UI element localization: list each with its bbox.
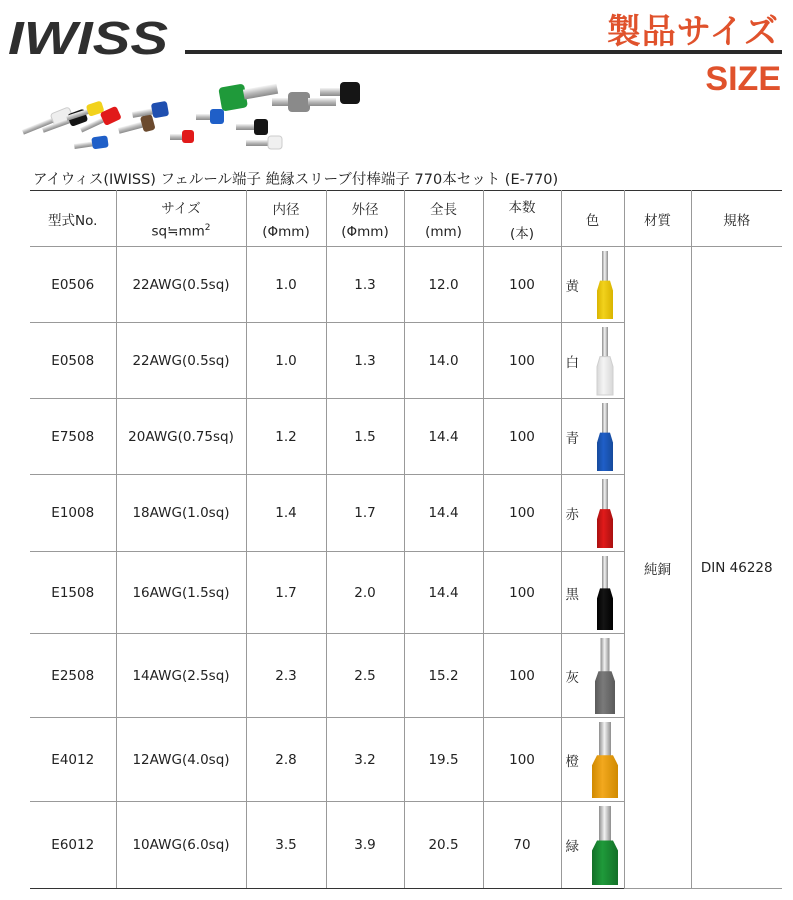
ferrule-icon [588,720,622,800]
cell-color [561,323,624,399]
header-outer-diameter: 外径 (Φmm) [326,191,404,247]
cell-quantity: 100 [483,323,561,399]
cell-size: 16AWG(1.5sq) [116,552,246,634]
cell-color [561,247,624,323]
cell-inner-diameter: 1.7 [246,552,326,634]
ferrule-pin [600,638,609,673]
ferrule-brown [117,114,156,139]
product-title: アイウィス(IWISS) フェルール端子 絶縁スリーブ付棒端子 770本セット (E-770) [33,172,559,188]
ferrule-pin [602,327,608,359]
cell-model: E6012 [30,802,116,889]
cell-size: 20AWG(0.75sq) [116,399,246,475]
cell-outer-diameter: 1.5 [326,399,404,475]
color-label: 青 [565,430,579,447]
ferrule-pin [599,722,611,757]
cell-length: 14.4 [404,552,483,634]
ferrule-blue-3 [196,109,224,124]
cell-color [561,552,624,634]
product-photo [20,78,365,160]
ferrule-pin [602,251,608,283]
cell-outer-diameter: 3.2 [326,718,404,802]
ferrule-icon [588,804,622,887]
cell-inner-diameter: 1.4 [246,475,326,552]
cell-length: 19.5 [404,718,483,802]
cell-inner-diameter: 1.2 [246,399,326,475]
cell-outer-diameter: 1.3 [326,247,404,323]
cell-size: 12AWG(4.0sq) [116,718,246,802]
header-standard: 規格 [691,191,782,247]
cell-model: E7508 [30,399,116,475]
page-title-en: SIZE [705,60,781,98]
header-quantity: 本数 (本) [483,191,561,247]
page-title-jp: 製品サイズ [606,12,779,52]
cell-outer-diameter: 1.3 [326,323,404,399]
ferrule-white-2 [246,136,282,149]
ferrule-red-2 [170,130,194,143]
cell-color [561,634,624,718]
header-size: サイズ $sq≒mm^2$ [116,191,246,247]
color-label: 緑 [565,839,579,855]
ferrule-icon [588,401,622,473]
ferrule-icon [588,554,622,632]
cell-quantity: 100 [483,634,561,718]
table-body [30,247,782,889]
ferrule-sleeve [592,755,618,798]
color-label: 黄 [565,278,579,295]
cell-model: E0508 [30,323,116,399]
cell-quantity: 100 [483,552,561,634]
cell-outer-diameter: 2.0 [326,552,404,634]
ferrule-sleeve [597,357,613,395]
ferrule-icon [588,636,622,716]
cell-size: 22AWG(0.5sq) [116,323,246,399]
color-label: 橙 [565,753,579,770]
ferrule-sleeve [597,281,613,319]
cell-outer-diameter: 3.9 [326,802,404,889]
ferrule-icon [588,249,622,321]
ferrule-sleeve [597,588,613,630]
cell-size: 14AWG(2.5sq) [116,634,246,718]
cell-inner-diameter: 2.8 [246,718,326,802]
cell-model: E1508 [30,552,116,634]
ferrule-pin [602,556,608,590]
cell-outer-diameter: 2.5 [326,634,404,718]
size-table [30,190,782,889]
cell-model: E4012 [30,718,116,802]
cell-length: 20.5 [404,802,483,889]
cell-quantity: 70 [483,802,561,889]
cell-color [561,399,624,475]
color-label: 黒 [565,586,579,603]
cell-size: 18AWG(1.0sq) [116,475,246,552]
color-label: 赤 [565,507,579,523]
cell-quantity: 100 [483,399,561,475]
table-row [30,247,782,323]
cell-material: 純銅 [624,247,691,889]
header-inner-diameter: 内径 (Φmm) [246,191,326,247]
cell-model: E1008 [30,475,116,552]
cell-length: 14.4 [404,399,483,475]
cell-quantity: 100 [483,718,561,802]
cell-color [561,718,624,802]
cell-inner-diameter: 1.0 [246,247,326,323]
cell-inner-diameter: 1.0 [246,323,326,399]
cell-outer-diameter: 1.7 [326,475,404,552]
logo-text: IWISS [8,16,169,58]
cell-model: E2508 [30,634,116,718]
iwiss-logo [8,16,172,58]
ferrule-icon [588,477,622,550]
header-model: 型式No. [30,191,116,247]
ferrule-icon [588,325,622,397]
cell-size: 22AWG(0.5sq) [116,247,246,323]
ferrule-pin [602,403,608,435]
table-header-row [30,191,782,247]
cell-model: E0506 [30,247,116,323]
ferrule-pin [602,479,608,511]
cell-quantity: 100 [483,475,561,552]
cell-inner-diameter: 2.3 [246,634,326,718]
cell-quantity: 100 [483,247,561,323]
ferrule-pin [599,806,611,843]
cell-inner-diameter: 3.5 [246,802,326,889]
cell-length: 14.4 [404,475,483,552]
ferrule-sleeve [597,509,613,548]
cell-color [561,802,624,889]
cell-length: 15.2 [404,634,483,718]
header-length: 全長 (mm) [404,191,483,247]
cell-standard: DIN 46228 [691,247,782,889]
header-material: 材質 [624,191,691,247]
ferrule-sleeve [592,841,618,885]
color-label: 白 [565,354,579,371]
ferrule-blue-1 [73,135,108,152]
ferrule-sleeve [595,671,615,714]
cell-color [561,475,624,552]
ferrule-green [218,78,279,112]
cell-length: 14.0 [404,323,483,399]
ferrule-black-2 [236,119,268,135]
cell-size: 10AWG(6.0sq) [116,802,246,889]
ferrule-sleeve [597,433,613,471]
cell-length: 12.0 [404,247,483,323]
header-color: 色 [561,191,624,247]
color-label: 灰 [565,669,579,686]
